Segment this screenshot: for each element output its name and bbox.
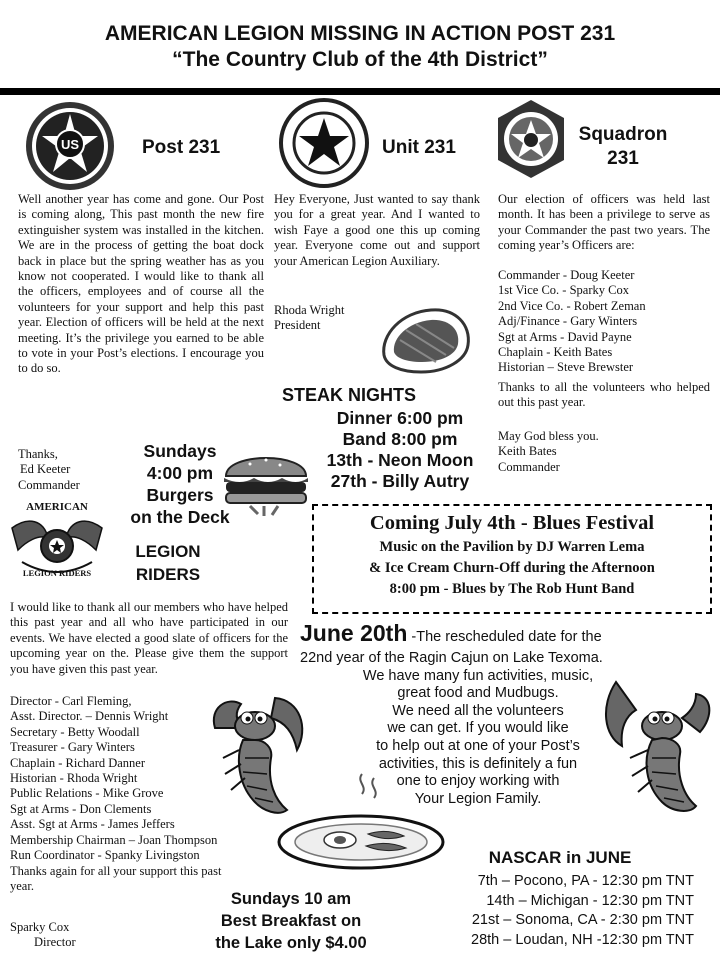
signoff-line: Keith Bates [498, 444, 557, 459]
squadron-thanks: Thanks to all the volunteers who helped out this past year. [498, 380, 710, 410]
officer-line: Run Coordinator - Spanky Livingston [10, 848, 200, 863]
sons-of-legion-emblem-icon [496, 98, 566, 180]
nascar-race: 14th – Michigan - 12:30 pm TNT [486, 892, 694, 909]
officer-line: Historian – Steve Brewster [498, 360, 634, 375]
riders-intro: I would like to thank all our members who have helped this past year and all who have participated in our events. We have elected a good slate of officers for the upcoming year on the. Please give them the support you have given this past year. [10, 600, 288, 676]
cajun-line: Your Legion Family. [414, 790, 542, 807]
steak-line: 13th - Neon Moon [326, 450, 474, 470]
blues-details [314, 537, 710, 600]
officer-line: Chaplain - Keith Bates [498, 345, 613, 360]
nascar-title: NASCAR in JUNE [488, 848, 632, 867]
blues-line: & Ice Cream Churn-Off during the Afternoon [369, 560, 655, 576]
crawfish-right-icon [596, 676, 716, 826]
cajun-line: 22nd year of the Ragin Cajun on Lake Texoma. [300, 650, 603, 666]
squadron-heading [578, 123, 668, 171]
post-body: Well another year has come and gone. Our Post is coming along, This past month the new fire extinguisher system was installed in the kitchen. We are in the process of getting the boat dock back in place but the spring weather has as you know not cooperated. I would like to thank all the officers, employees and of course all the volunteers for your support and help this past year. Election of officers will be held at the next meeting. It’s the privilege you earned to be able to vote in your Post’s elections. I encourage you to do so. [18, 192, 264, 376]
breakfast-plate-icon [276, 770, 446, 870]
officer-line: Treasurer - Gary Winters [10, 740, 135, 755]
officer-line: Adj/Finance - Gary Winters [498, 314, 638, 329]
nascar-race: 28th – Loudan, NH -12:30 pm TNT [471, 931, 694, 948]
legion-auxiliary-emblem-icon [279, 98, 369, 188]
officer-line: 2nd Vice Co. - Robert Zeman [498, 298, 646, 313]
officer-line: Membership Chairman – Joan Thompson [10, 832, 218, 847]
riders-heading [120, 540, 216, 586]
signoff-line: Commander [18, 477, 80, 492]
burger-line: 4:00 pm [146, 463, 214, 483]
steak-icon [376, 300, 476, 380]
signoff-line: Ed Keeter [20, 462, 71, 477]
emblem-text: AMERICAN [26, 501, 88, 513]
breakfast-line: the Lake only $4.00 [215, 934, 367, 952]
officer-line: Sgt at Arms - Don Clements [10, 801, 152, 816]
blues-festival-box [312, 504, 712, 614]
signoff-line: Sparky Cox [10, 920, 70, 934]
cajun-line: activities, this is definitely a fun [378, 755, 578, 772]
nascar-race: 7th – Pocono, PA - 12:30 pm TNT [477, 873, 694, 889]
blues-title: Coming July 4th - Blues Festival [369, 512, 655, 534]
burger-line: Burgers [146, 485, 214, 505]
officer-line: Sgt at Arms - David Payne [498, 329, 632, 344]
officer-line: Secretary - Betty Woodall [10, 724, 140, 739]
squadron-signoff [498, 429, 658, 475]
cajun-line: one to enjoy working with [396, 773, 560, 790]
american-legion-emblem-icon [24, 100, 116, 192]
officer-line: Asst. Sgt at Arms - James Jeffers [10, 817, 175, 832]
officer-line: Commander - Doug Keeter [498, 268, 635, 282]
cajun-line: great food and Mudbugs. [397, 685, 559, 702]
officer-line: Public Relations - Mike Grove [10, 786, 164, 801]
signoff-line: Thanks, [18, 447, 58, 461]
burger-line: on the Deck [130, 507, 230, 527]
signoff-line: Commander [498, 459, 560, 474]
squadron-officers [498, 268, 710, 376]
legion-riders-emblem-icon [8, 498, 106, 584]
signoff-line: Director [34, 935, 76, 950]
signoff-line: May God bless you. [498, 429, 599, 443]
squadron-heading-line: 231 [607, 148, 639, 169]
signoff-line: President [274, 318, 321, 333]
nascar-race: 21st – Sonoma, CA - 2:30 pm TNT [471, 912, 694, 928]
signoff-line: Rhoda Wright [274, 303, 345, 317]
cajun-first-line [300, 620, 680, 647]
riders-thanks: Thanks again for all your support this past year. [10, 864, 222, 894]
header-divider [0, 88, 720, 95]
blues-line: Music on the Pavilion by DJ Warren Lema [379, 539, 645, 555]
steak-line: 27th - Billy Autry [330, 471, 470, 491]
newsletter-title: AMERICAN LEGION MISSING IN ACTION POST 231 [104, 22, 616, 45]
cajun-line: we can get. If you would like [387, 720, 569, 737]
post-signoff [18, 447, 128, 493]
riders-heading-line: RIDERS [135, 565, 201, 584]
nascar-schedule [430, 872, 710, 950]
post-heading: Post 231 [142, 137, 221, 158]
cajun-first-rest: -The rescheduled date for the [407, 629, 602, 645]
breakfast-line: Best Breakfast on [220, 912, 362, 930]
riders-heading-line: LEGION [135, 542, 201, 561]
steak-nights-title: STEAK NIGHTS [282, 385, 417, 405]
officer-line: Chaplain - Richard Danner [10, 755, 146, 770]
blues-line: 8:00 pm - Blues by The Rob Hunt Band [389, 581, 635, 597]
steak-nights-details [300, 408, 500, 492]
officer-line: Asst. Director. – Dennis Wright [10, 709, 169, 724]
riders-signoff [10, 920, 110, 951]
steak-line: Dinner 6:00 pm [336, 408, 464, 428]
burger-line: Sundays [143, 441, 217, 461]
emblem-center-text: US [60, 137, 80, 152]
officer-line: 1st Vice Co. - Sparky Cox [498, 283, 629, 298]
cajun-line: We have many fun activities, music, [362, 667, 594, 684]
hamburger-icon [220, 438, 312, 518]
squadron-intro: Our election of officers was held last month. It has been a privilege to serve as your Commander the past two years. The coming year’s Officers are: [498, 192, 710, 253]
cajun-line: to help out at one of your Post’s [376, 737, 580, 754]
breakfast-block [196, 888, 386, 954]
cajun-date: June 20th [300, 620, 408, 646]
steak-line: Band 8:00 pm [342, 429, 458, 449]
officer-line: Director - Carl Fleming, [10, 694, 132, 708]
squadron-heading-line: Squadron [578, 124, 668, 145]
newsletter-subtitle: “The Country Club of the 4th District” [172, 48, 548, 71]
breakfast-line: Sundays 10 am [230, 890, 352, 908]
unit-body: Hey Everyone, Just wanted to say thank you for a great year. And I wanted to wish Faye a good one this up coming year. Everyone come out and support your American Legion Auxiliary. [274, 192, 480, 268]
emblem-text: LEGION RIDERS [22, 568, 92, 578]
cajun-line: We need all the volunteers [392, 702, 564, 719]
officer-line: Historian - Rhoda Wright [10, 771, 138, 786]
unit-heading: Unit 231 [382, 137, 456, 158]
